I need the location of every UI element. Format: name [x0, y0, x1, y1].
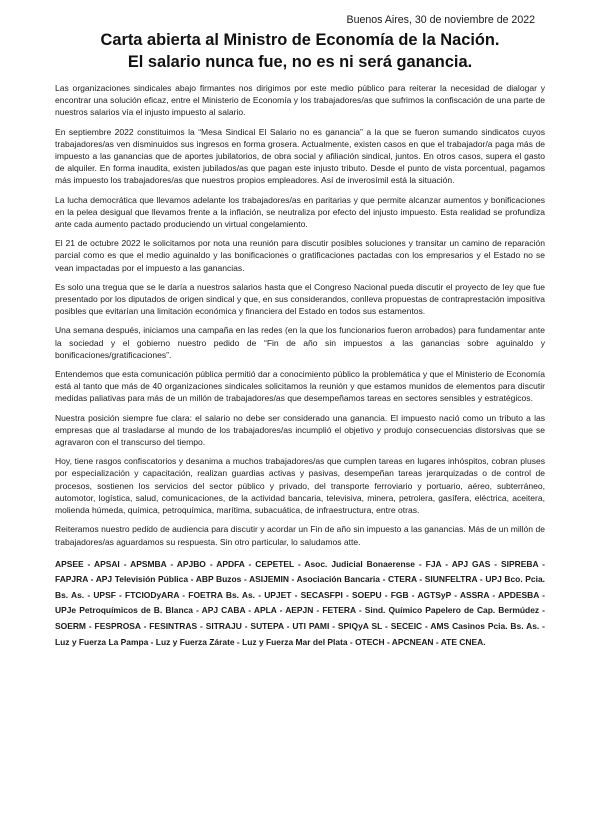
paragraph-8: Nuestra posición siempre fue clara: el salario no debe ser considerado una ganancia. El impuesto nació como un tributo a las empresas que al trasladarse al mundo de los trabajadores/as incumplió el objetivo y produjo consecuencias distorsivas que se agravaron con el transcurso del tiempo.: [55, 412, 545, 448]
paragraph-5: Es solo una tregua que se le daría a nuestros salarios hasta que el Congreso Nacional pueda discutir el proyecto de ley que fue presentado por los diputados de origen sindical y que, en sus considerandos, conlleva propuestas de contraprestación impositiva posibles que evitarían una limitación económica y financiera del Estado en todos sus estamentos.: [55, 281, 545, 317]
paragraph-9: Hoy, tiene rasgos confiscatorios y desanima a muchos trabajadores/as que cumplen tareas en lugares inhóspitos, cobran pluses por especialización y capacitación, realizan guardias activas y pasivas, desempeñan tareas jerarquizadas o de control de procesos, sostienen los servicios del sector público y privado, del transporte ferroviario y portuario, aéreo, subterráneo, automotor, logística, salud, comunicaciones, de la actividad bancaria, televisiva, minera, petrolera, gasífera, eléctrica, aceitera, molienda húmeda, química, petroquímica, marítima, subacuática, de infraestructura, entre otras.: [55, 456, 545, 516]
paragraph-1: Las organizaciones sindicales abajo firmantes nos dirigimos por este medio público para reiterar la necesidad de dialogar y encontrar una solución eficaz, entre el Ministerio de Economía y los trabajadores/as que sufrimos la confiscación de una parte de nuestros salarios vía el injusto impuesto al salario.: [55, 83, 545, 118]
paragraph-4: El 21 de octubre 2022 le solicitamos por nota una reunión para discutir posibles soluciones y transitar un camino de reparación parcial como es que el medio aguinaldo y las bonificaciones o gratificaciones pactadas con los empresarios y el Estado no se vean impactadas por el impuesto a las ganancias.: [55, 238, 545, 273]
letter-title: [55, 29, 545, 73]
signatories-list: APSEE - APSAI - APSMBA - APJBO - APDFA - CEPETEL - Asoc. Judicial Bonaerense - FJA - APJ GAS - SIPREBA - FAPJRA - APJ Televisión Pública - ABP Buzos - ASIJEMIN - Asociación Bancaria - CTERA - SIUNFELTRA - UPJ Bco. Pcia. Bs. As. - UPSF - FTCIODyARA - FOETRA Bs. As. - UPJET - SECASFPI - SOEPU - FGB - AGTSyP - ASSRA - APDESBA - UPJe Petroquímicos de B. Blanca - APJ CABA - APLA - AEPJN - FETERA - Sind. Químico Papelero de Cap. Bermúdez - SOERM - FESPROSA - FESINTRAS - SITRAJU - SUTEPA - UTI PAMI - SPIQyA SL - SECEIC - AMS Casinos Pcia. Bs. As. - Luz y Fuerza La Pampa - Luz y Fuerza Zárate - Luz y Fuerza Mar del Plata - OTECH - APCNEAN - ATE CNEA.: [55, 558, 545, 647]
title-line-2: El salario nunca fue, no es ni será ganancia.: [127, 53, 473, 71]
letter-date: Buenos Aires, 30 de noviembre de 2022: [346, 14, 535, 26]
paragraph-3: La lucha democrática que llevamos adelante los trabajadores/as en paritarias y que permite alcanzar aumentos y bonificaciones en la pelea desigual que llevamos frente a la inflación, se neutraliza por efecto del injusto impuesto. Esta realidad se profundiza ante cada aumento pactado produciendo un virtual congelamiento.: [55, 194, 545, 230]
paragraph-2: En septiembre 2022 constituimos la “Mesa Sindical El Salario no es ganancia” a la que se fueron sumando sindicatos cuyos trabajadores/as ven disminuidos sus ingresos en forma grosera. Actualmente, existen casos en que el trabajador/a paga más de impuesto a las ganancias que de aportes jubilatorios, de obra social y afiliación sindical, juntos. En otros casos, supera el gasto de alquiler. En forma inaudita, existen jubilados/as que pagan este injusto tributo. Desde el punto de vista porcentual, pagamos más impuesto los trabajadores/as que nuestros propios empleadores. Así de inverosímil está la situación.: [55, 126, 545, 186]
paragraph-10: Reiteramos nuestro pedido de audiencia para discutir y acordar un Fin de año sin impuesto a las ganancias. Más de un millón de trabajadores/as aguardamos su respuesta. Sin otro particular, lo saludamos atte.: [55, 524, 545, 547]
title-line-1: Carta abierta al Ministro de Economía de la Nación.: [100, 31, 500, 49]
paragraph-6: Una semana después, iniciamos una campaña en las redes (en la que los funcionarios fueron arrobados) para fundamentar ante la sociedad y el gobierno nuestro pedido de “Fin de año sin impuestos a las ganancias sobre aguinaldo y bonificaciones/gratificaciones”.: [55, 325, 545, 360]
paragraph-7: Entendemos que esta comunicación pública permitió dar a conocimiento público la problemática y que el Ministerio de Economía está al tanto que más de 40 organizaciones sindicales solicitamos la reunión y que estamos munidos de elementos para discutir medidas paliativas para más de un millón de trabajadores/as que desempeñamos tareas en sectores sensibles y estratégicos.: [55, 369, 545, 404]
